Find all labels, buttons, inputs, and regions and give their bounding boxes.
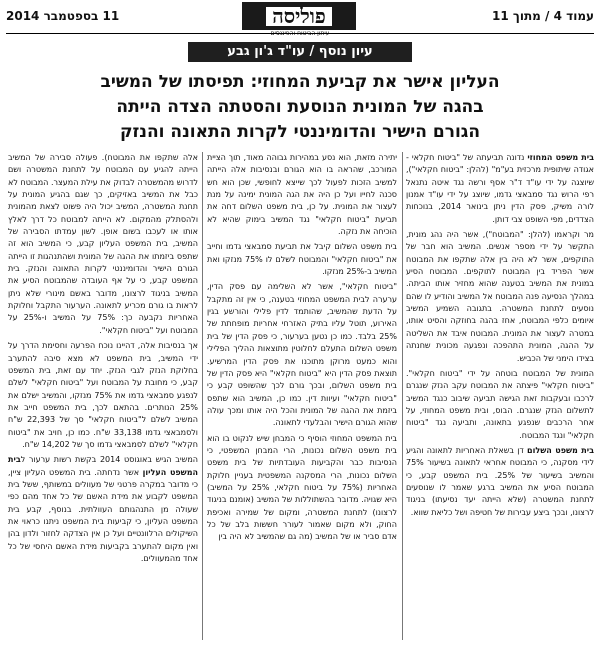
paragraph: בית משפט השלום קיבל את תביעת סמבאצי גדמו וחייב את "ביטוח חקלאי" והמבוטח לשלם לו 75% מנזקו ואת המשיב ב-25% מנזקו.	[207, 242, 397, 277]
article-column-1	[406, 152, 594, 640]
paragraph: המונית של המבוטח בוטחה על ידי "ביטוח חקלאי". "ביטוח חקלאי" פיצתה את המבוטח עקב הנזק שנגרם לרכבו ובעקבות זאת הגישה תביעה שיבוב כנגד המשיב לתשלום הנזק שנגרם. הבוס, ובית משפט המחוזי, על אחר הרכבים שנפגע בתאונה, ותביעה נגד "ביטוח חקלאי" ונגד המבוטח.	[406, 368, 594, 440]
paragraph-text: אשר נדחתה. בית המשפט העליון ציין, כי מדובר במקרה פרטני של מעוולים במשותף, ששל בית המשפט לקבוע את מידת האשם של כל אחד מהם כפי שעולה מן התנהגותם העוולתית. בנוסף, קבע בית המשפט העליון, כי קביעות בית המשפט ניתנו כראוי את השיקולים הרלוונטיים ועל כן אין הצדקה לחזור ולדון בהן ואין מקום להתערב בקביעות מידת האשם היחסי של כל אחד מהמעוולים.	[8, 467, 198, 563]
page-number: עמוד 4 / מתוך 11	[492, 9, 594, 23]
article-headline	[16, 70, 584, 145]
paragraph	[8, 454, 198, 565]
headline-line-3: הגורם הישיר והדומיננטי לקרות התאונה והנזק	[119, 122, 481, 142]
paragraph-text: דן בשאלת האחריות לתאונה והגיע לידי מסקנה, כי המבוטח אחראי לתאונה בשיעור 75% והמשיב בשיעור של 25%. בית המשפט קבע, כי המבוטח הסיע את המשיב ברגע שאמר לו שנוסעים לתחנת המשטרה (שלא הייתה יעד נסיעתו) בניגוד לרצונו, ובכך ביצע עבירות של חטיפה ושל כליאת שווא.	[406, 445, 594, 517]
paragraph: בית המשפט המחוזי הוסיף כי המבחן שיש לנקוט בו הוא בית משפט השלום נכונות, הרי המבחן המשפטי, כי הנסיבות כבר והקביעות העובדתיות של בית משפט השלום נכונות, הרי המסקנה המשפטית בעניין חלוקת האחריות (75% על ביטוח חקלאי, 25% על המשיב) היא שגויה. מדובר בהשתוללות של המשיב (אומנם בניגוד לרצונו) לתחנת המשטרה, ומקום של שמירה ואכיפת החוק, ולא מקום שאמור לעורר חששות בלב של כל אדם סביר או של המשיב (מה גם שהמשיב לא היה בין	[207, 433, 397, 542]
column-divider	[402, 152, 403, 640]
publication-logo	[242, 2, 356, 30]
paragraph: אלה שתקפו את המבוטח). פעולה סבירה של המשיב הייתה להגיע עם המבוטח על לתחנת המשטרה ושם לדרוש מהמשטרה לבדוק את עילת המעצר. המבוטח לא כבל את המשיב באזיקים, כך שגם בהגיע המונית על תחנת המשטרה, המשיב יכול היה פשוט לצאת מהמונית ולהסתלק מהמקום. לא הייתה למבוטח כל דרך לאלץ אותו או לעכבו בשום אופן. לשון עמדתו הסבירה של המשיב, בית המשפט העליון קבע, כי המשיב הוא זה שתפס ביזמתו את ההגה של המונית ושהתנהגות זו הייתה הגורם הישיר והדומיננטי לקרות התאונה והנזק. בית המשפט קבע, כי על אף העובדה שהמבוטח הסיע את המשיב בניגוד לרצונו, מדובר באשם מינורי שלא ניתן לראות בו גורם מכריע לתאונה. הערעור התקבל וחלוקת האחריות נקבעה כך: 75% על המשיב ו-25% על המבוטח ועל "ביטוח חקלאי".	[8, 153, 198, 335]
author-bar: עיון נוסף / עו"ד ג'ון גבע	[188, 42, 412, 62]
article-column-2	[207, 152, 397, 640]
column-divider	[202, 152, 203, 640]
bold-term: בית המשפט העליון	[8, 455, 198, 477]
header-divider	[6, 33, 594, 34]
bold-lead: בית משפט המחוזי	[527, 153, 594, 162]
article-column-3	[8, 152, 198, 640]
logo-tagline: עיתון הביטוח והפיננסים	[270, 30, 330, 37]
headline-line-1: העליון אישר את קביעת המחוזי: תפיסתו של המשיב	[100, 72, 500, 92]
paragraph: יתירה מזאת, הוא נסע במהירות גבוהה מאוד, תוך הציית המורכב, שהראה בו הוא הגורם ובנסיבות אלה הייתה למשיב הזכות לפעול לכך שייצא לחופשי, שכן הוא חש סכנה לחייו ועל כן היה את הגה המונית ימינה על מנת לעצור את המונית. על כן, בית משפט השלום דחה את תביעת "ביטוח חקלאי" נגד המשיב בימוק שהיא לא הוכיחה את נזקה.	[207, 153, 397, 237]
paragraph-text: נדונה תביעתה של "ביטוח חקלאי - אגודה שיתופית מרכזית בע"מ" (להלן: "ביטוח חקלאי"), שיוצגה על ידי עו"ד ד"ר אסף ורשה נגד איטה נתנאל רפי הרוש נגד סמבאצי גדמו, שיוצג על ידי עו"ד אמנון לורה משיק, פסק הדין ניתן בינואר 2014, בנוכחות הצדדים, מפי השופט צבי דותן.	[406, 153, 594, 224]
paragraph-text: המשיב הגיש באוגוסט 2014 בקשת רשות ערעור ל	[20, 455, 198, 465]
paragraph	[406, 152, 594, 226]
bold-lead: בית משפט השלום	[527, 445, 594, 455]
logo-text: פוליסה	[266, 7, 331, 26]
issue-date: 11 בספטמבר 2014	[6, 9, 120, 23]
headline-line-2: בהגה של המונית הנוסעת והסטתה הצדה הייתה	[116, 97, 484, 117]
paragraph: מר וקראמו (להלן: "המבוטח"), אשר היה נהג מונית, התקשר על ידי מספר אנשים. המשיב הוא חבר של התוקפים, אשר לא היה בין אלה שתקפו את המבוטח אשר הפריד בין המבוטח לתוקפים. המבוטח הסיע במונית את המשיב בטענה שהוא מחזיר אותו הביתה. במהלך הנסיעה פנה המבוטח אל המשיב והודיע לו שהם נוסעים לתחנת המשטרה. בתגובה השמיע המשיב איומים כלפי המבוטח, אחז בהגה בחוזקה והסיט אותו, במטרה לעצור את המונית. המבוטח איבד את השליטה על ההגה, המונית התהפכה ונפגעה מכונית שחנתה בצידו הימני של הכביש.	[406, 230, 594, 363]
paragraph: "ביטוח חקלאי", אשר לא השלימה עם פסק הדין, ערערה לבית המשפט המחוזי בטענה, כי אין זה מתקבל על הדעת שהמשיב, שהותמד לדין פלילי והורשע בגין האירוע, תוטל עליו בתיק האזרחי אחריות מופחתת של 25% בלבד. כמו כן נטען בערעור, כי פסק הדין של בית משפט השלום התעלם לחלוטין מתוצאות ההליך הפלילי והוא כמעט מרוקן מתוכנו את פסק הדין המרשיע. תוצאת פסק הדין היא "ביטוח חקלאי" היא פסק הדין של בית משפט השלום, ובכך גורם לכך שהשופט קבע כי "ביטוח חקלאי" ועיוות דין. כמו כן, המשיב הוא שתפס ביזמת את ההגה של המונית והכל היה אותו ומכך עולה שהוא הגורם הישיר והבלעדי לתאונה.	[207, 282, 397, 428]
paragraph: אך בנסיבות אלה, דהיינו נוכח הפרעה וחסימת הדרך על ידי המשיב, בית המשפט לא מצא סיבה להתערב בחלוקת הנזק לגבי הנזק. יחד עם זאת, בית המשפט קבע, כי מחובת על המבוטח ועל "ביטוח חקלאי" לשלם לנפגע סמבאצי גדמו את 75% מנזקו, והמשיב ישלם את 25% הנותרים. בהתאם לכך, בית המשפט חייב את המשיב לשלם ל"ביטוח חקלאי" סך של 22,393 ש"ח ולסמבאצי גדמו 33,138 ש"ח. כמו כן, חויב את "ביטוח חקלאי" לשלם לסמבאצי גדמו סך של 14,202 ש"ח.	[8, 341, 198, 449]
paragraph	[406, 445, 594, 519]
